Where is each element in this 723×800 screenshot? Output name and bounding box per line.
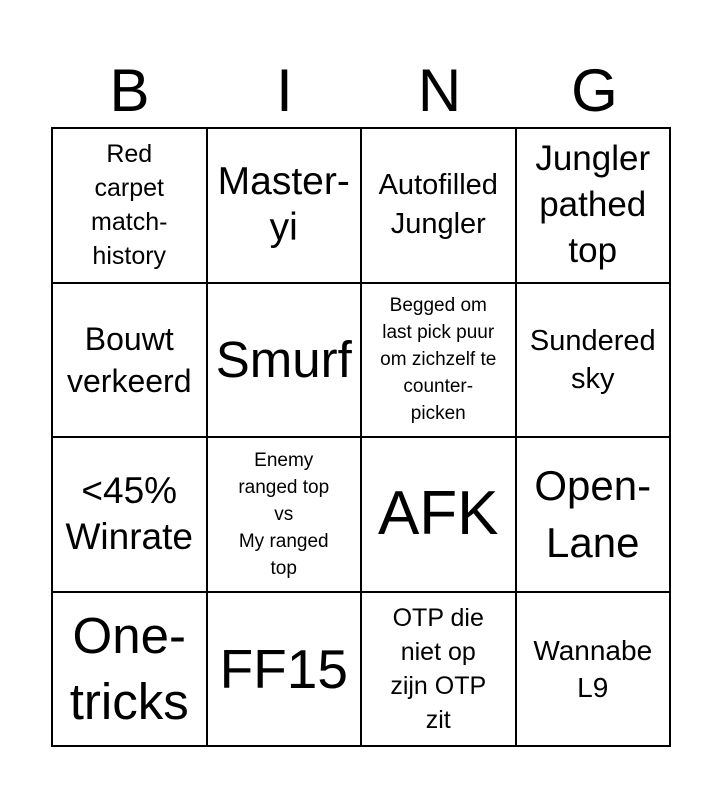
cell-text: Jungler pathed top [535,139,651,271]
bingo-cell [517,438,672,593]
bingo-grid [51,127,671,747]
bingo-cell [362,438,517,593]
cell-text: Smurf [215,330,352,388]
cell-text: AFK [377,479,499,549]
cell-text: FF15 [219,637,348,700]
bingo-cell [53,129,208,284]
bingo-cell [362,593,517,748]
cell-text: Autofilled Jungler [378,169,498,241]
cell-text: Enemy ranged top vs My ranged top [238,449,330,579]
bingo-cell [53,284,208,439]
bingo-cell [208,593,363,748]
bingo-cell [53,593,208,748]
bingo-cell [208,438,363,593]
bingo-cell [517,129,672,284]
cell-text: One- tricks [69,606,189,730]
header-letter-n: N [417,57,462,124]
cell-text: Wannabe L9 [533,634,653,703]
cell-text: Master- yi [217,160,350,250]
bingo-header [52,52,672,130]
cell-text: Open- Lane [534,462,652,567]
header-letter-g: G [571,57,618,124]
cell-text: OTP die niet op zijn OTP zit [390,603,487,734]
header-letter-b: B [109,57,150,124]
bingo-cell [208,129,363,284]
cell-text: Red carpet match- history [91,140,168,271]
bingo-cell [362,129,517,284]
bingo-cell [517,284,672,439]
cell-text: Begged om last pick puur om zichzelf te counter- picken [380,295,497,425]
cell-text: Sundered sky [529,324,656,395]
bingo-cell [517,593,672,748]
header-letter-i: I [276,57,293,124]
cell-text: <45% Winrate [65,470,193,558]
bingo-cell [362,284,517,439]
bingo-cell [53,438,208,593]
cell-text: Bouwt verkeerd [67,320,192,399]
bingo-cell [208,284,363,439]
